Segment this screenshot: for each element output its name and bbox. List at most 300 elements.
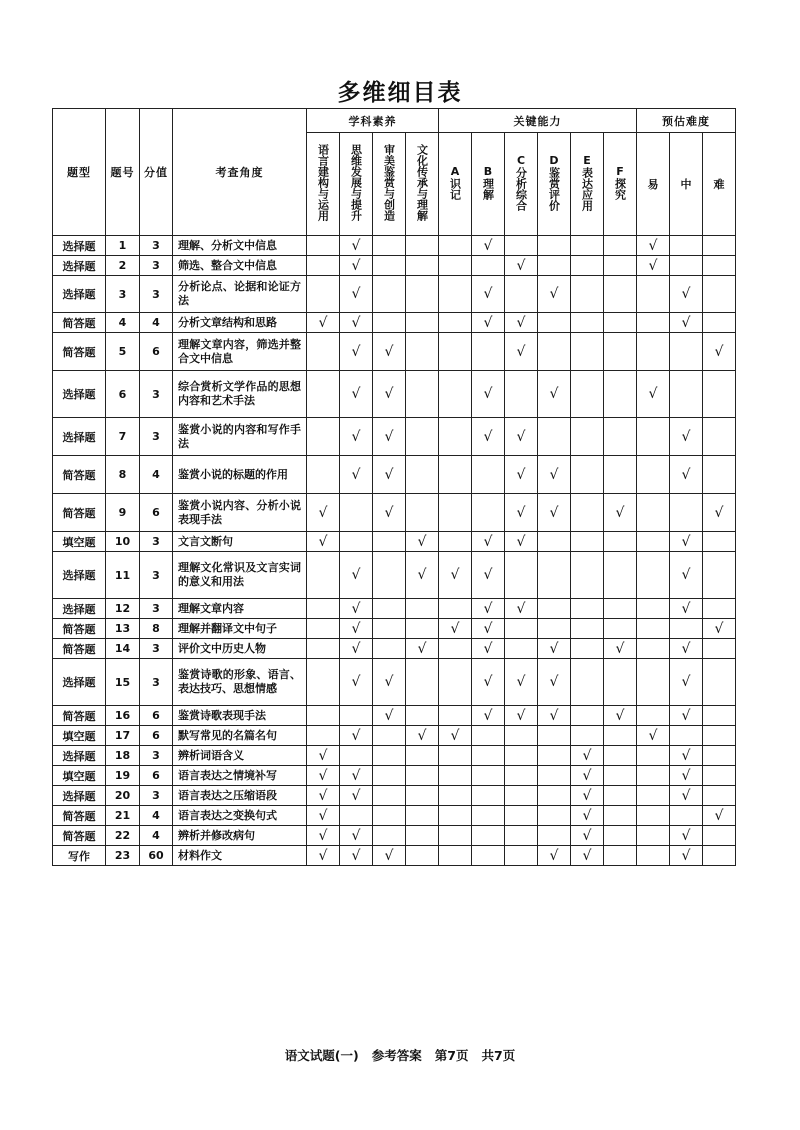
check-mark-icon: √: [483, 386, 493, 402]
cell-mark: [340, 806, 373, 826]
cell-mark: [538, 599, 571, 619]
page-footer: 语文试题(一) 参考答案 第7页 共7页: [284, 1048, 516, 1063]
check-mark-icon: √: [582, 747, 592, 764]
cell-mark: [307, 726, 340, 746]
cell-num: 7: [106, 418, 140, 456]
cell-mark: [373, 826, 406, 846]
cell-mark: [472, 826, 505, 846]
header-literacy-col: [340, 133, 373, 236]
cell-mark: [472, 599, 505, 619]
cell-num: 13: [106, 619, 140, 639]
check-mark-icon: √: [318, 767, 328, 784]
header-ability-col: [571, 133, 604, 236]
cell-mark: [538, 639, 571, 659]
cell-mark: [406, 371, 439, 418]
cell-mark: [340, 766, 373, 786]
cell-mark: [571, 639, 604, 659]
table-row: [53, 276, 736, 313]
check-mark-icon: √: [582, 847, 592, 864]
cell-mark: [406, 456, 439, 494]
table-row: [53, 746, 736, 766]
cell-mark: [406, 639, 439, 659]
cell-mark: [604, 494, 637, 532]
check-mark-icon: √: [549, 504, 559, 521]
cell-mark: [571, 599, 604, 619]
cell-num: 22: [106, 826, 140, 846]
header-group-literacy: 学科素养: [307, 109, 439, 133]
cell-mark: [604, 236, 637, 256]
cell-mark: [505, 599, 538, 619]
cell-mark: [439, 494, 472, 532]
table-row: [53, 766, 736, 786]
cell-aspect: 语言表达之压缩语段: [173, 786, 307, 806]
cell-mark: [670, 418, 703, 456]
cell-mark: [604, 726, 637, 746]
header-difficulty-col: 中: [670, 133, 703, 236]
check-mark-icon: √: [483, 600, 493, 617]
check-mark-icon: √: [681, 600, 691, 617]
cell-num: 23: [106, 846, 140, 866]
cell-aspect: 理解并翻译文中句子: [173, 619, 307, 639]
cell-mark: [604, 806, 637, 826]
cell-num: 1: [106, 236, 140, 256]
check-mark-icon: √: [417, 567, 427, 583]
cell-mark: [373, 456, 406, 494]
cell-mark: [670, 846, 703, 866]
cell-type: 选择题: [53, 599, 106, 619]
check-mark-icon: √: [681, 428, 691, 445]
cell-mark: [439, 532, 472, 552]
cell-mark: [571, 786, 604, 806]
cell-mark: [439, 826, 472, 846]
check-mark-icon: √: [615, 504, 625, 521]
cell-aspect: 评价文中历史人物: [173, 639, 307, 659]
check-mark-icon: √: [681, 640, 691, 657]
check-mark-icon: √: [483, 674, 493, 690]
cell-mark: [472, 236, 505, 256]
header-ability-col: [604, 133, 637, 236]
header-type: 题型: [53, 109, 106, 236]
cell-mark: [604, 371, 637, 418]
cell-mark: [472, 552, 505, 599]
table-row: [53, 726, 736, 746]
check-mark-icon: √: [351, 620, 361, 637]
table-row: [53, 456, 736, 494]
cell-mark: [505, 659, 538, 706]
header-ability-col: [472, 133, 505, 236]
cell-mark: [538, 706, 571, 726]
header-literacy-col: [307, 133, 340, 236]
cell-mark: [637, 333, 670, 371]
cell-mark: [373, 746, 406, 766]
table-row: [53, 706, 736, 726]
cell-mark: [439, 659, 472, 706]
cell-mark: [670, 256, 703, 276]
cell-mark: [538, 766, 571, 786]
cell-mark: [604, 418, 637, 456]
cell-mark: [439, 418, 472, 456]
check-mark-icon: √: [351, 286, 361, 302]
cell-mark: [538, 494, 571, 532]
check-mark-icon: √: [714, 620, 724, 637]
cell-mark: [472, 659, 505, 706]
check-mark-icon: √: [681, 847, 691, 864]
cell-mark: [373, 236, 406, 256]
cell-mark: [472, 766, 505, 786]
cell-mark: [373, 333, 406, 371]
cell-mark: [373, 371, 406, 418]
cell-num: 2: [106, 256, 140, 276]
check-mark-icon: √: [351, 428, 361, 445]
cell-mark: [307, 639, 340, 659]
cell-mark: [439, 456, 472, 494]
cell-type: 简答题: [53, 639, 106, 659]
check-mark-icon: √: [516, 257, 526, 274]
cell-mark: [571, 456, 604, 494]
cell-aspect: 理解文章内容，筛选并整合文中信息: [173, 333, 307, 371]
cell-mark: [505, 456, 538, 494]
check-mark-icon: √: [516, 466, 526, 483]
cell-mark: [637, 846, 670, 866]
table-row: [53, 552, 736, 599]
header-difficulty-col: 难: [703, 133, 736, 236]
check-mark-icon: √: [714, 343, 724, 360]
page-title: 多维细目表: [337, 80, 463, 106]
check-mark-icon: √: [351, 767, 361, 784]
check-mark-icon: √: [351, 343, 361, 360]
table-row: [53, 418, 736, 456]
check-mark-icon: √: [417, 727, 427, 744]
cell-mark: [670, 599, 703, 619]
check-mark-icon: √: [450, 727, 460, 744]
cell-mark: [703, 846, 736, 866]
cell-mark: [571, 256, 604, 276]
cell-mark: [670, 333, 703, 371]
cell-mark: [571, 276, 604, 313]
check-mark-icon: √: [483, 533, 493, 550]
cell-mark: [703, 418, 736, 456]
cell-mark: [439, 746, 472, 766]
header-ability-letter: C: [516, 154, 526, 167]
header-ability-col: [538, 133, 571, 236]
check-mark-icon: √: [384, 343, 394, 360]
check-mark-icon: √: [417, 640, 427, 657]
cell-mark: [505, 806, 538, 826]
check-mark-icon: √: [450, 567, 460, 583]
cell-aspect: 语言表达之变换句式: [173, 806, 307, 826]
cell-mark: [373, 532, 406, 552]
check-mark-icon: √: [318, 533, 328, 550]
check-mark-icon: √: [351, 827, 361, 844]
check-mark-icon: √: [615, 640, 625, 657]
cell-type: 简答题: [53, 494, 106, 532]
cell-score: 6: [140, 494, 173, 532]
cell-num: 16: [106, 706, 140, 726]
check-mark-icon: √: [549, 466, 559, 483]
check-mark-icon: √: [318, 807, 328, 824]
cell-mark: [340, 599, 373, 619]
cell-mark: [340, 726, 373, 746]
cell-mark: [373, 256, 406, 276]
cell-mark: [373, 313, 406, 333]
cell-mark: [439, 236, 472, 256]
cell-mark: [604, 276, 637, 313]
cell-mark: [637, 532, 670, 552]
header-ability-letter: E: [583, 154, 591, 167]
cell-mark: [307, 494, 340, 532]
cell-mark: [637, 726, 670, 746]
cell-mark: [472, 746, 505, 766]
cell-mark: [406, 236, 439, 256]
cell-mark: [406, 806, 439, 826]
cell-mark: [538, 726, 571, 746]
cell-mark: [538, 659, 571, 706]
cell-mark: [604, 639, 637, 659]
cell-mark: [637, 659, 670, 706]
check-mark-icon: √: [483, 314, 493, 331]
cell-mark: [703, 276, 736, 313]
cell-mark: [472, 256, 505, 276]
check-mark-icon: √: [681, 286, 691, 302]
table-row: [53, 659, 736, 706]
cell-mark: [472, 619, 505, 639]
cell-mark: [571, 333, 604, 371]
check-mark-icon: √: [516, 533, 526, 550]
cell-mark: [439, 766, 472, 786]
cell-mark: [505, 418, 538, 456]
cell-mark: [307, 456, 340, 494]
cell-mark: [406, 766, 439, 786]
check-mark-icon: √: [483, 707, 493, 724]
cell-mark: [472, 706, 505, 726]
cell-mark: [505, 846, 538, 866]
check-mark-icon: √: [318, 787, 328, 804]
cell-mark: [406, 599, 439, 619]
check-mark-icon: √: [351, 257, 361, 274]
cell-mark: [373, 276, 406, 313]
check-mark-icon: √: [549, 707, 559, 724]
cell-mark: [439, 333, 472, 371]
cell-mark: [373, 494, 406, 532]
cell-num: 9: [106, 494, 140, 532]
check-mark-icon: √: [318, 314, 328, 331]
cell-mark: [340, 746, 373, 766]
table-row: [53, 846, 736, 866]
check-mark-icon: √: [483, 640, 493, 657]
cell-score: 4: [140, 826, 173, 846]
cell-mark: [703, 494, 736, 532]
cell-mark: [571, 659, 604, 706]
cell-mark: [307, 846, 340, 866]
cell-mark: [406, 846, 439, 866]
cell-aspect: 理解、分析文中信息: [173, 236, 307, 256]
cell-mark: [703, 786, 736, 806]
check-mark-icon: √: [582, 767, 592, 784]
header-ability-label: 表达应用: [580, 167, 594, 211]
table-row: [53, 826, 736, 846]
cell-mark: [571, 746, 604, 766]
cell-mark: [703, 371, 736, 418]
cell-mark: [538, 826, 571, 846]
cell-type: 选择题: [53, 256, 106, 276]
cell-mark: [637, 639, 670, 659]
check-mark-icon: √: [516, 504, 526, 521]
cell-mark: [670, 276, 703, 313]
cell-mark: [604, 706, 637, 726]
cell-mark: [604, 659, 637, 706]
cell-mark: [538, 806, 571, 826]
check-mark-icon: √: [384, 504, 394, 521]
check-mark-icon: √: [483, 237, 493, 254]
cell-mark: [340, 494, 373, 532]
cell-score: 4: [140, 806, 173, 826]
header-difficulty-col: 易: [637, 133, 670, 236]
cell-num: 3: [106, 276, 140, 313]
cell-mark: [307, 236, 340, 256]
cell-mark: [637, 313, 670, 333]
cell-score: 3: [140, 236, 173, 256]
cell-mark: [637, 806, 670, 826]
check-mark-icon: √: [384, 386, 394, 402]
cell-num: 20: [106, 786, 140, 806]
cell-mark: [307, 276, 340, 313]
cell-mark: [604, 532, 637, 552]
header-ability-label: 识记: [448, 178, 462, 200]
cell-num: 21: [106, 806, 140, 826]
cell-mark: [637, 494, 670, 532]
cell-mark: [406, 659, 439, 706]
cell-mark: [505, 276, 538, 313]
cell-type: 简答题: [53, 826, 106, 846]
cell-mark: [505, 746, 538, 766]
table-row: [53, 236, 736, 256]
cell-mark: [406, 786, 439, 806]
cell-type: 选择题: [53, 659, 106, 706]
check-mark-icon: √: [582, 827, 592, 844]
cell-mark: [439, 552, 472, 599]
cell-num: 5: [106, 333, 140, 371]
cell-mark: [703, 236, 736, 256]
cell-type: 选择题: [53, 552, 106, 599]
check-mark-icon: √: [318, 504, 328, 521]
cell-mark: [670, 371, 703, 418]
cell-type: 简答题: [53, 313, 106, 333]
cell-type: 填空题: [53, 532, 106, 552]
cell-num: 12: [106, 599, 140, 619]
cell-mark: [670, 532, 703, 552]
cell-mark: [538, 746, 571, 766]
cell-mark: [406, 746, 439, 766]
check-mark-icon: √: [318, 747, 328, 764]
header-group-ability: 关键能力: [439, 109, 637, 133]
cell-mark: [670, 639, 703, 659]
cell-type: 简答题: [53, 706, 106, 726]
cell-mark: [703, 619, 736, 639]
cell-num: 17: [106, 726, 140, 746]
cell-mark: [439, 726, 472, 746]
cell-mark: [571, 846, 604, 866]
cell-mark: [307, 599, 340, 619]
cell-type: 选择题: [53, 236, 106, 256]
check-mark-icon: √: [648, 237, 658, 254]
cell-mark: [604, 766, 637, 786]
cell-mark: [340, 706, 373, 726]
cell-score: 3: [140, 599, 173, 619]
cell-mark: [571, 826, 604, 846]
check-mark-icon: √: [384, 428, 394, 445]
cell-mark: [505, 552, 538, 599]
cell-score: 6: [140, 766, 173, 786]
cell-mark: [373, 639, 406, 659]
cell-aspect: 理解文化常识及文言实词的意义和用法: [173, 552, 307, 599]
cell-mark: [340, 333, 373, 371]
cell-mark: [637, 256, 670, 276]
cell-mark: [703, 532, 736, 552]
cell-mark: [604, 619, 637, 639]
cell-mark: [439, 619, 472, 639]
cell-mark: [571, 371, 604, 418]
check-mark-icon: √: [483, 428, 493, 445]
check-mark-icon: √: [384, 847, 394, 864]
cell-mark: [406, 826, 439, 846]
cell-mark: [505, 706, 538, 726]
table-row: [53, 313, 736, 333]
specification-table: [52, 108, 736, 866]
cell-mark: [538, 333, 571, 371]
cell-mark: [571, 418, 604, 456]
table-row: [53, 639, 736, 659]
cell-mark: [472, 786, 505, 806]
cell-aspect: 语言表达之情境补写: [173, 766, 307, 786]
cell-mark: [604, 552, 637, 599]
cell-mark: [340, 313, 373, 333]
cell-type: 选择题: [53, 746, 106, 766]
cell-mark: [373, 619, 406, 639]
cell-mark: [637, 706, 670, 726]
cell-mark: [406, 313, 439, 333]
check-mark-icon: √: [648, 257, 658, 274]
cell-aspect: 辨析词语含义: [173, 746, 307, 766]
cell-num: 8: [106, 456, 140, 494]
cell-mark: [406, 333, 439, 371]
cell-mark: [340, 418, 373, 456]
cell-mark: [406, 256, 439, 276]
check-mark-icon: √: [450, 620, 460, 637]
cell-num: 11: [106, 552, 140, 599]
cell-mark: [340, 532, 373, 552]
cell-mark: [307, 659, 340, 706]
check-mark-icon: √: [648, 386, 658, 402]
cell-mark: [307, 806, 340, 826]
cell-mark: [670, 746, 703, 766]
cell-mark: [340, 371, 373, 418]
cell-mark: [538, 456, 571, 494]
cell-type: 写作: [53, 846, 106, 866]
check-mark-icon: √: [549, 286, 559, 302]
cell-mark: [670, 766, 703, 786]
cell-mark: [472, 276, 505, 313]
check-mark-icon: √: [351, 847, 361, 864]
cell-mark: [670, 552, 703, 599]
cell-mark: [505, 313, 538, 333]
cell-mark: [439, 276, 472, 313]
cell-mark: [703, 726, 736, 746]
header-literacy-label: 语言建构与运用: [316, 144, 330, 221]
cell-score: 3: [140, 418, 173, 456]
cell-score: 4: [140, 456, 173, 494]
table-row: [53, 532, 736, 552]
cell-num: 6: [106, 371, 140, 418]
